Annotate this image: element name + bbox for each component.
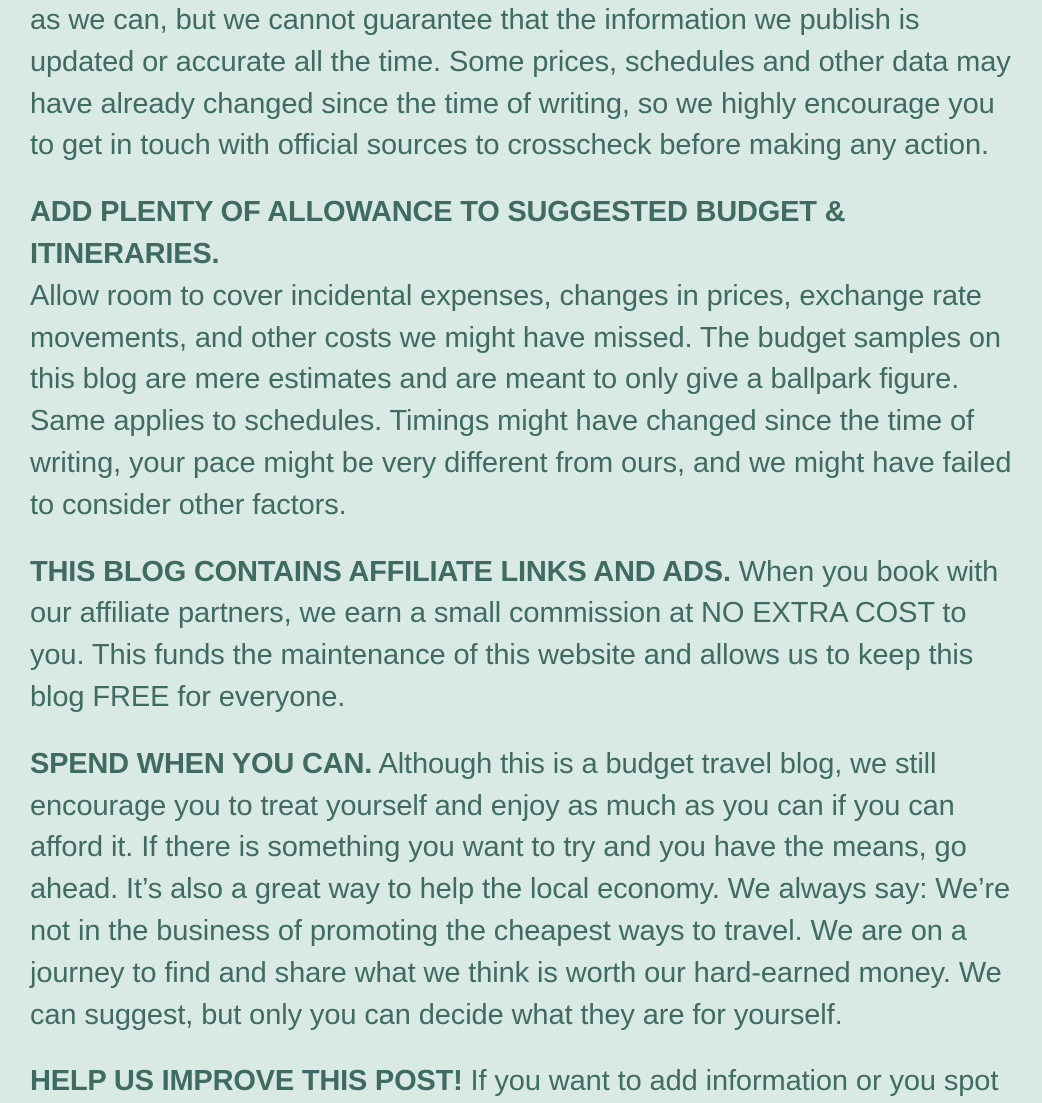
paragraph-heading: ADD PLENTY OF ALLOWANCE TO SUGGESTED BUDGET & ITINERARIES. (30, 196, 846, 270)
paragraph-heading: THIS BLOG CONTAINS AFFILIATE LINKS AND ADS. (30, 555, 731, 588)
paragraph-body: If you want to add information or you spot (462, 1065, 999, 1098)
paragraph-body: as we can, but we cannot guarantee that the information we publish is updated or accurate all the time. Some prices, schedules and other data may have already changed since the time of writing, so we highly encourage you to get in touch with official sources to crosscheck before making any action. (30, 4, 1011, 162)
paragraph-body: Although this is a budget travel blog, we still encourage you to treat yourself and enjoy as much as you can if you can afford it. If there is something you want to try and you have the means, go ahead. It’s also a great way to help the local economy. We always say: We’re not in the business of promoting the cheapest ways to travel. We are on a journey to find and share what we think is worth our hard-earned money. We can suggest, but only you can decide what they are for yourself. (30, 747, 1010, 1031)
paragraph-budget-allowance (30, 192, 1012, 526)
paragraph-heading: HELP US IMPROVE THIS POST! (30, 1065, 463, 1098)
paragraph-disclaimer-continued (30, 0, 1012, 167)
paragraph-affiliate-links (30, 552, 1012, 719)
paragraph-heading: SPEND WHEN YOU CAN. (30, 747, 373, 780)
paragraph-spend-when-you-can (30, 744, 1012, 1037)
paragraph-body: When you book with our affiliate partners, we earn a small commission at NO EXTRA COST to you. This funds the maintenance of this website and allows us to keep this blog FREE for everyone. (30, 555, 999, 713)
paragraph-help-us-improve (30, 1061, 1012, 1103)
paragraph-body: Allow room to cover incidental expenses, changes in prices, exchange rate movements, and other costs we might have missed. The budget samples on this blog are mere estimates and are meant to only give a ballpark figure. Same applies to schedules. Timings might have changed since the time of writing, your pace might be very different from ours, and we might have failed to consider other factors. (30, 279, 1012, 521)
